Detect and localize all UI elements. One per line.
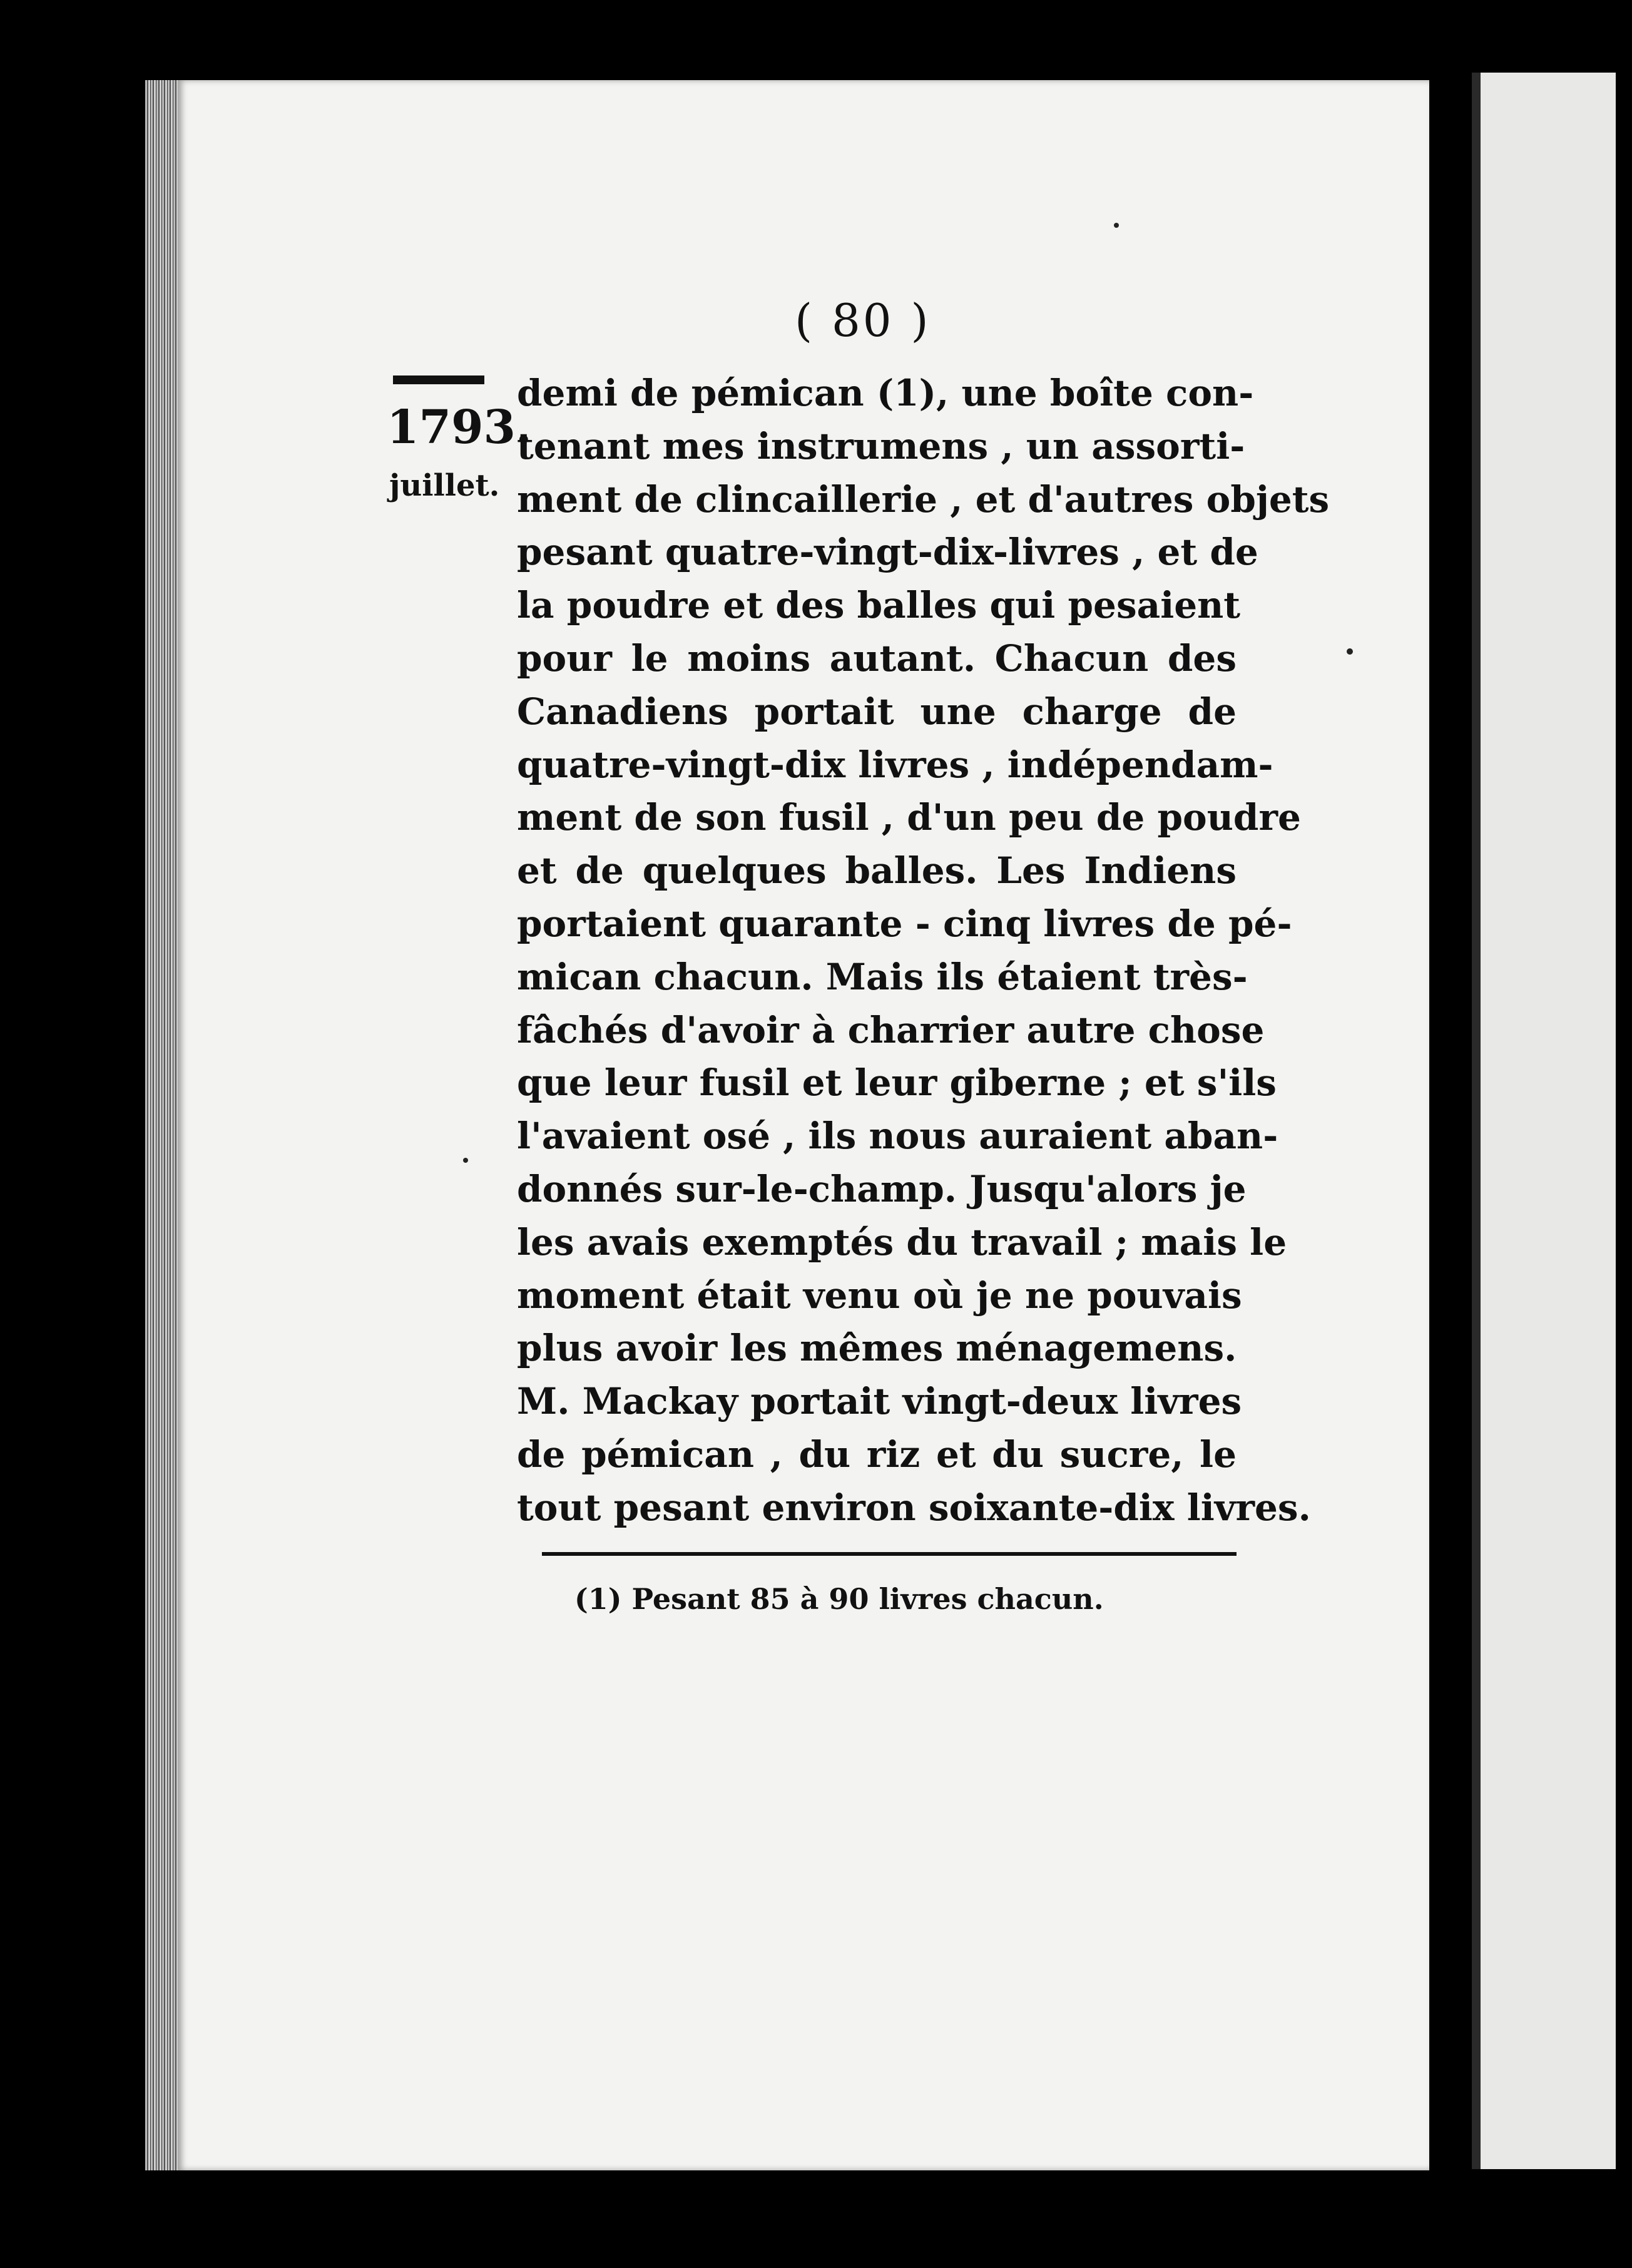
text-line: de pémican , du riz et du sucre, le	[517, 1433, 1237, 1476]
text-line: fâchés d'avoir à charrier autre chose	[517, 1008, 1265, 1051]
margin-month: juillet.	[389, 468, 500, 503]
text-line: ment de clincaillerie , et d'autres objets	[517, 478, 1330, 521]
text-line: demi de pémican (1), une boîte con-	[517, 372, 1254, 414]
footnote-rule	[542, 1552, 1237, 1556]
text-line: et de quelques balles. Les Indiens	[517, 849, 1237, 892]
text-line: tenant mes instrumens , un assorti-	[517, 424, 1245, 467]
text-line: donnés sur-le-champ. Jusqu'alors je	[517, 1167, 1247, 1210]
page-edges	[145, 80, 180, 2170]
page-number-header: ( 80 )	[795, 294, 931, 347]
facing-page-fold	[1472, 73, 1481, 2169]
text-line: pesant quatre-vingt-dix-livres , et de	[517, 531, 1258, 574]
text-line: ment de son fusil , d'un peu de poudre	[517, 796, 1301, 839]
text-line: Canadiens portait une charge de	[517, 690, 1237, 733]
text-line: M. Mackay portait vingt-deux livres	[517, 1380, 1242, 1423]
body-text	[517, 367, 1330, 1535]
text-line: la poudre et des balles qui pesaient	[517, 584, 1241, 627]
text-line: quatre-vingt-dix livres , indépendam-	[517, 743, 1273, 786]
text-line: que leur fusil et leur giberne ; et s'ils	[517, 1061, 1277, 1105]
text-line: tout pesant environ soixante-dix livres.	[517, 1486, 1311, 1529]
facing-page-edge	[1472, 73, 1616, 2169]
text-line: moment était venu où je ne pouvais	[517, 1274, 1242, 1317]
text-line: les avais exemptés du travail ; mais le	[517, 1220, 1287, 1264]
margin-rule	[393, 375, 484, 384]
scan-speck	[1114, 223, 1119, 228]
footnote: (1) Pesant 85 à 90 livres chacun.	[574, 1582, 1104, 1616]
text-line: plus avoir les mêmes ménagemens.	[517, 1327, 1237, 1370]
margin-year: 1793.	[387, 401, 532, 454]
text-line: mican chacun. Mais ils étaient très-	[517, 955, 1248, 998]
text-line: portaient quarante - cinq livres de pé-	[517, 902, 1292, 945]
scan-speck	[463, 1158, 468, 1163]
text-line: pour le moins autant. Chacun des	[517, 636, 1237, 680]
scan-speck	[1347, 648, 1353, 655]
text-line: l'avaient osé , ils nous auraient aban-	[517, 1115, 1278, 1158]
